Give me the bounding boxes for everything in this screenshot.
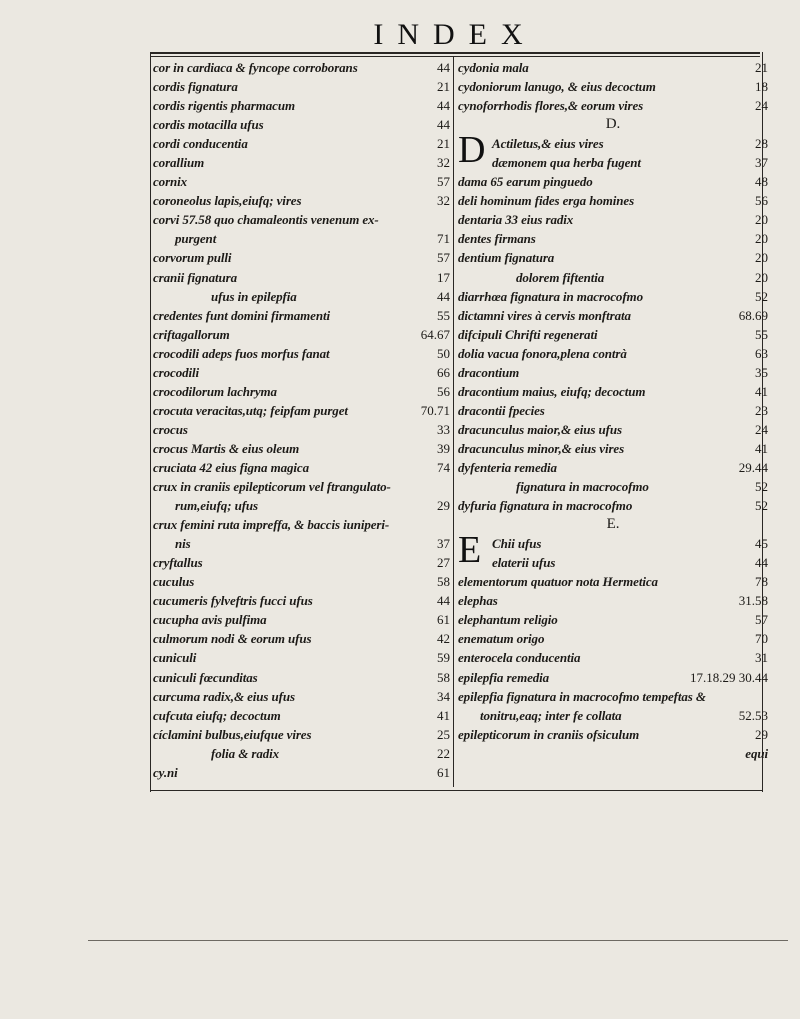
entry-page-number: 63	[755, 345, 768, 361]
entry-term: cruciata 42 eius figna magica	[153, 459, 309, 475]
index-entry	[458, 420, 768, 439]
index-entry	[153, 534, 450, 553]
entry-page-number: 31	[755, 650, 768, 666]
index-entry	[153, 744, 450, 763]
entry-page-number: 22	[437, 745, 450, 761]
index-entry	[458, 610, 768, 629]
entry-term: dyfenteria remedia	[458, 459, 557, 475]
index-column-left	[153, 58, 450, 782]
entry-page-number: 21	[755, 60, 768, 75]
entry-term: rum,eiufq; ufus	[175, 498, 259, 514]
entry-page-number: 17	[437, 269, 450, 285]
index-entry	[458, 477, 768, 496]
index-entry	[153, 77, 450, 96]
index-entry	[458, 725, 768, 744]
entry-term: ufus in epilepfia	[211, 288, 297, 304]
entry-term: curcuma radix,& eius ufus	[153, 688, 295, 704]
entry-term: Chii ufus	[492, 536, 542, 552]
index-entry	[458, 191, 768, 210]
entry-term: corallium	[153, 155, 205, 171]
entry-term: cryftallus	[153, 555, 203, 571]
index-entry	[458, 210, 768, 229]
entry-page-number: 56	[755, 193, 768, 209]
entry-page-number: 33	[437, 421, 450, 437]
page-edge-rule	[88, 940, 788, 941]
entry-page-number: 27	[437, 555, 450, 571]
entry-term: cornix	[153, 174, 188, 190]
section-heading	[458, 115, 768, 134]
section-heading	[458, 515, 768, 534]
index-entry	[458, 629, 768, 648]
index-entry	[153, 725, 450, 744]
entry-term: tonitru,eaq; inter fe collata	[480, 707, 622, 723]
section-letter: D.	[605, 116, 621, 133]
index-entry	[153, 420, 450, 439]
entry-term: crocus	[153, 421, 188, 437]
index-entry	[153, 306, 450, 325]
entry-page-number: 20	[755, 212, 768, 228]
entry-term: crux femini ruta impreffa, & baccis iuniperi-	[153, 517, 390, 533]
entry-page-number: 44	[437, 288, 450, 304]
entry-term: cydonia mala	[458, 60, 529, 75]
bottom-rule	[150, 790, 762, 791]
entry-page-number: 41	[755, 440, 768, 456]
entry-page-number: 58	[437, 574, 450, 590]
entry-page-number: 68.69	[738, 307, 768, 323]
section-letter: E.	[606, 516, 620, 533]
entry-term: cordis rigentis pharmacum	[153, 98, 295, 114]
entry-page-number: 42	[437, 631, 450, 647]
index-entry	[153, 668, 450, 687]
index-entry	[153, 439, 450, 458]
entry-page-number: 20	[755, 231, 768, 247]
entry-term: cuculus	[153, 574, 195, 590]
entry-page-number: 64.67	[420, 326, 450, 342]
entry-page-number: 20	[755, 250, 768, 266]
index-entry	[458, 439, 768, 458]
index-entry	[458, 248, 768, 267]
index-entry	[458, 58, 768, 77]
entry-term: purgent	[175, 231, 217, 247]
entry-page-number: 57	[437, 250, 450, 266]
entry-term: crux in craniis epilepticorum vel ftrangulato-	[153, 479, 391, 495]
entry-term: corvi 57.58 quo chamaleontis venenum ex-	[153, 212, 379, 228]
entry-term: culmorum nodi & eorum ufus	[153, 631, 312, 647]
entry-page-number: 58	[437, 669, 450, 685]
entry-term: coroneolus lapis,eiufq; vires	[153, 193, 302, 209]
entry-page-number: 32	[437, 155, 450, 171]
index-entry	[458, 344, 768, 363]
entry-term: nis	[175, 536, 191, 552]
index-entry	[153, 287, 450, 306]
entry-term: cy.ni	[153, 764, 178, 780]
entry-page-number: 78	[755, 574, 768, 590]
index-entry	[458, 572, 768, 591]
entry-page-number: 52	[755, 479, 768, 495]
index-entry	[153, 496, 450, 515]
entry-page-number: 44	[437, 593, 450, 609]
index-entry	[458, 668, 768, 687]
entry-term: cordis fignatura	[153, 79, 238, 95]
entry-term: dentes firmans	[458, 231, 536, 247]
entry-term: epilepfia remedia	[458, 669, 550, 685]
index-entry	[458, 687, 768, 706]
entry-term: diarrhœa fignatura in macrocofmo	[458, 288, 643, 304]
index-entry	[153, 268, 450, 287]
entry-term: cordis motacilla ufus	[153, 117, 264, 133]
entry-page-number: 70.71	[420, 402, 450, 418]
entry-term: dracontii fpecies	[458, 402, 545, 418]
index-column-right	[458, 58, 768, 763]
index-entry	[153, 344, 450, 363]
entry-page-number: 44	[437, 98, 450, 114]
index-entry	[458, 229, 768, 248]
index-entry	[458, 458, 768, 477]
index-entry	[153, 401, 450, 420]
entry-page-number: 44	[437, 117, 450, 133]
entry-term: dentium fignatura	[458, 250, 555, 266]
entry-term: fignatura in macrocofmo	[516, 479, 649, 495]
entry-page-number: 32	[437, 193, 450, 209]
entry-term: credentes funt domini firmamenti	[153, 307, 331, 323]
entry-term: dracunculus maior,& eius ufus	[458, 421, 622, 437]
entry-term: criftagallorum	[153, 326, 230, 342]
entry-term: difcipuli Chrifti regenerati	[458, 326, 598, 342]
index-entry	[153, 610, 450, 629]
entry-page-number: 44	[437, 60, 450, 75]
drop-cap-letter: D	[458, 129, 486, 172]
index-entry	[153, 591, 450, 610]
entry-term: dictamni vires à cervis monftrata	[458, 307, 631, 323]
entry-page-number: 55	[437, 307, 450, 323]
index-entry	[153, 382, 450, 401]
entry-page-number: 71	[437, 231, 450, 247]
entry-page-number: 39	[437, 440, 450, 456]
entry-page-number: 29	[437, 498, 450, 514]
entry-term: cufcuta eiufq; decoctum	[153, 707, 281, 723]
entry-page-number: 34	[437, 688, 450, 704]
entry-term: elephas	[458, 593, 498, 609]
entry-term: cíclamini bulbus,eiufque vires	[153, 726, 312, 742]
index-entry	[458, 744, 768, 763]
index-entry	[153, 172, 450, 191]
entry-term: dracunculus minor,& eius vires	[458, 440, 625, 456]
index-entry	[153, 229, 450, 248]
entry-term: cuniculi	[153, 650, 197, 666]
entry-term: enematum origo	[458, 631, 545, 647]
entry-page-number: 52	[755, 288, 768, 304]
index-entry	[458, 496, 768, 515]
entry-page-number: 52	[755, 498, 768, 514]
index-entry	[458, 706, 768, 725]
entry-term: dama 65 earum pinguedo	[458, 174, 593, 190]
entry-page-number: 20	[755, 269, 768, 285]
entry-term: crocodili	[153, 364, 200, 380]
index-entry	[153, 477, 450, 496]
index-entry	[153, 134, 450, 153]
index-entry	[153, 629, 450, 648]
entry-page-number: 52.53	[738, 707, 768, 723]
entry-page-number: 35	[755, 364, 768, 380]
entry-page-number: 24	[755, 421, 768, 437]
entry-page-number: 18	[755, 79, 768, 95]
entry-term: dracontium	[458, 364, 520, 380]
index-entry	[458, 172, 768, 191]
entry-page-number: 23	[755, 402, 768, 418]
index-entry	[153, 763, 450, 782]
index-entry	[458, 648, 768, 667]
index-entry	[153, 58, 450, 77]
index-entry	[458, 591, 768, 610]
entry-term: elementorum quatuor nota Hermetica	[458, 574, 658, 590]
entry-term: elephantum religio	[458, 612, 558, 628]
entry-term: folia & radix	[211, 745, 280, 761]
left-border-rule	[150, 52, 151, 792]
entry-term: enterocela conducentia	[458, 650, 581, 666]
entry-page-number: 41	[755, 383, 768, 399]
entry-page-number: 55	[755, 326, 768, 342]
page-title: INDEX	[373, 18, 537, 51]
entry-page-number: 21	[437, 136, 450, 152]
entry-term: epilepfia fignatura in macrocofmo tempeftas &	[458, 688, 706, 704]
entry-page-number: 21	[437, 79, 450, 95]
index-entry	[458, 77, 768, 96]
entry-page-number: 50	[437, 345, 450, 361]
index-entry	[153, 210, 450, 229]
entry-page-number: 66	[437, 364, 450, 380]
top-rule-thick	[150, 52, 760, 54]
entry-term: dracontium maius, eiufq; decoctum	[458, 383, 646, 399]
entry-page-number: 31.58	[738, 593, 768, 609]
entry-page-number: 70	[755, 631, 768, 647]
entry-term: cucumeris fylveftris fucci ufus	[153, 593, 313, 609]
catchword: equi	[745, 745, 768, 761]
entry-page-number: 57	[437, 174, 450, 190]
entry-term: cranii fignatura	[153, 269, 238, 285]
entry-term: crocodili adeps fuos morfus fanat	[153, 345, 330, 361]
entry-term: Actiletus,& eius vires	[492, 136, 604, 152]
entry-term: cydoniorum lanugo, & eius decoctum	[458, 79, 656, 95]
entry-term: crocuta veracitas,utq; feipfam purget	[153, 402, 348, 418]
index-entry	[153, 706, 450, 725]
entry-page-number: 28	[755, 136, 768, 152]
entry-term: dolorem fiftentia	[516, 269, 605, 285]
entry-page-number: 44	[755, 555, 768, 571]
index-entry	[153, 553, 450, 572]
index-entry	[458, 153, 768, 172]
index-entry	[458, 553, 768, 572]
index-entry	[153, 325, 450, 344]
entry-term: elaterii ufus	[492, 555, 556, 571]
index-entry	[458, 306, 768, 325]
entry-term: cucupha avis pulfima	[153, 612, 267, 628]
entry-term: crocus Martis & eius oleum	[153, 440, 300, 456]
index-entry	[458, 325, 768, 344]
entry-page-number: 48	[755, 174, 768, 190]
index-entry	[458, 401, 768, 420]
index-entry	[458, 382, 768, 401]
index-entry	[153, 648, 450, 667]
index-entry	[153, 96, 450, 115]
entry-term: dentaria 33 eius radix	[458, 212, 574, 228]
column-divider	[453, 57, 454, 787]
entry-term: cor in cardiaca & fyncope corroborans	[153, 60, 358, 75]
entry-term: dæmonem qua herba fugent	[492, 155, 641, 171]
top-rule-thin	[150, 56, 760, 57]
drop-cap-letter: E	[458, 529, 482, 572]
index-entry	[458, 287, 768, 306]
entry-page-number: 61	[437, 764, 450, 780]
entry-page-number: 29.44	[738, 459, 768, 475]
entry-page-number: 61	[437, 612, 450, 628]
entry-page-number: 45	[755, 536, 768, 552]
index-entry	[458, 96, 768, 115]
entry-page-number: 37	[437, 536, 450, 552]
index-entry	[153, 687, 450, 706]
entry-page-number: 41	[437, 707, 450, 723]
entry-page-number: 56	[437, 383, 450, 399]
index-entry	[153, 572, 450, 591]
entry-page-number: 17.18.29 30.44	[690, 669, 768, 685]
entry-page-number: 74	[437, 459, 450, 475]
page-header	[150, 20, 760, 50]
entry-page-number: 57	[755, 612, 768, 628]
index-entry	[153, 458, 450, 477]
index-entry	[153, 515, 450, 534]
entry-term: cynoforrhodis flores,& eorum vires	[458, 98, 644, 114]
index-entry	[153, 115, 450, 134]
entry-term: cuniculi fœcunditas	[153, 669, 258, 685]
entry-page-number: 29	[755, 726, 768, 742]
index-entry	[153, 363, 450, 382]
index-entry	[153, 191, 450, 210]
entry-term: crocodilorum lachryma	[153, 383, 277, 399]
entry-term: epilepticorum in craniis ofsiculum	[458, 726, 640, 742]
entry-page-number: 59	[437, 650, 450, 666]
index-entry	[153, 248, 450, 267]
entry-page-number: 24	[755, 98, 768, 114]
entry-term: deli hominum fides erga homines	[458, 193, 635, 209]
entry-page-number: 25	[437, 726, 450, 742]
entry-term: dyfuria fignatura in macrocofmo	[458, 498, 633, 514]
entry-term: corvorum pulli	[153, 250, 232, 266]
entry-term: dolia vacua fonora,plena contrà	[458, 345, 627, 361]
entry-term: cordi conducentia	[153, 136, 248, 152]
index-entry	[153, 153, 450, 172]
index-entry	[458, 268, 768, 287]
entry-page-number: 37	[755, 155, 768, 171]
index-entry	[458, 363, 768, 382]
